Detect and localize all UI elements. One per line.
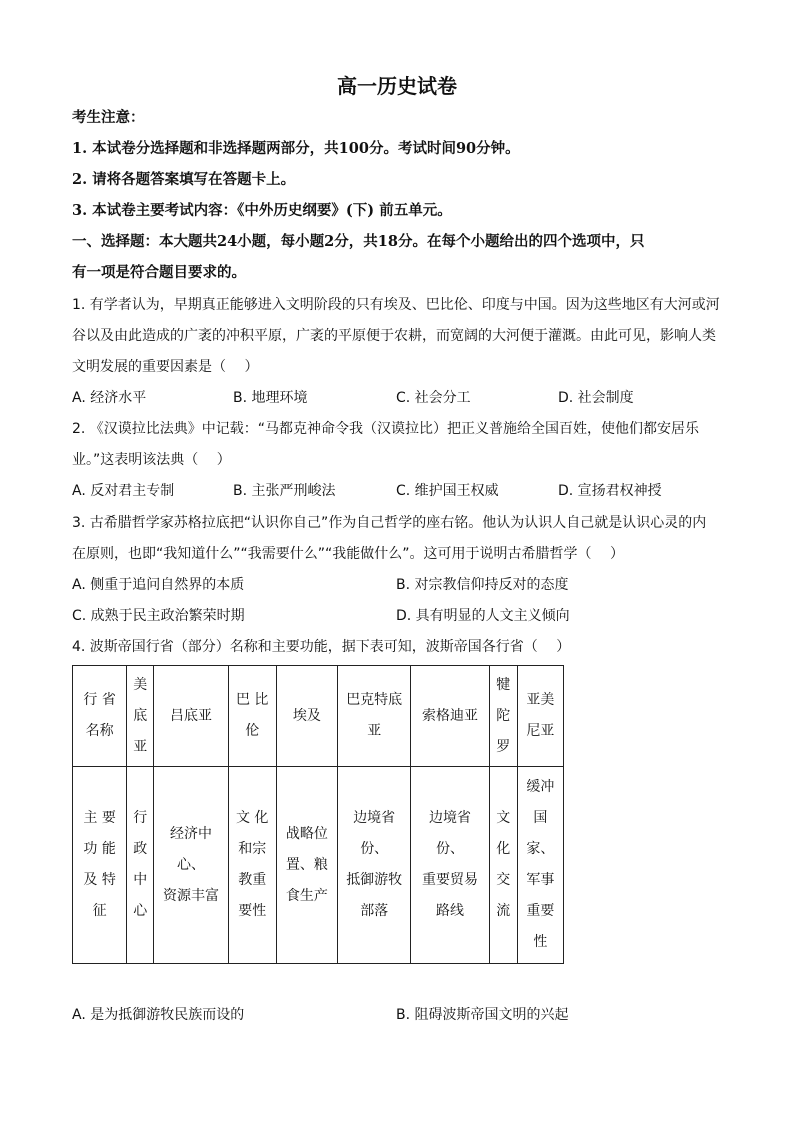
notice-heading: 考生注意： xyxy=(72,109,145,126)
q2-stem-line-2: 业。”这表明该法典（ ） xyxy=(72,452,231,468)
q1-stem-line-1: 1. 有学者认为，早期真正能够进入文明阶段的只有埃及、巴比伦、印度与中国。因为这些地区有大河或河 xyxy=(72,297,720,313)
q1-stem-line-2: 谷以及由此造成的广袤的冲积平原，广袤的平原便于农耕，而宽阔的大河便于灌溉。由此可见，影响人类 xyxy=(72,328,716,344)
note-3: 3. 本试卷主要考试内容：《中外历史纲要》(下) 前五单元。 xyxy=(72,202,452,219)
table-cell: 美 底 亚 xyxy=(127,666,154,767)
q2-option-a[interactable]: A. 反对君主专制 xyxy=(72,483,175,499)
q1-option-a[interactable]: A. 经济水平 xyxy=(72,390,147,406)
table-cell: 巴克特底 亚 xyxy=(338,666,411,767)
province-table xyxy=(72,665,564,964)
table-cell: 边境省份、 抵御游牧 部落 xyxy=(338,767,411,964)
table-header-row xyxy=(73,666,564,767)
table-cell: 文 化 交 流 xyxy=(489,767,517,964)
table-cell: 缓冲 国 家、 军事 重要 性 xyxy=(517,767,563,964)
q4-stem-line-1: 4. 波斯帝国行省（部分）名称和主要功能，据下表可知，波斯帝国各行省（ ） xyxy=(72,639,571,655)
q1-option-d[interactable]: D. 社会制度 xyxy=(558,390,634,406)
q2-stem-line-1: 2. 《汉谟拉比法典》中记载：“马都克神命令我（汉谟拉比）把正义普施给全国百姓，使他们都安居乐 xyxy=(72,421,700,437)
q1-option-c[interactable]: C. 社会分工 xyxy=(396,390,471,406)
q3-option-a[interactable]: A. 侧重于追问自然界的本质 xyxy=(72,577,245,593)
table-cell: 经济中心、 资源丰富 xyxy=(154,767,228,964)
page-title: 高一历史试卷 xyxy=(337,74,457,98)
q3-stem-line-1: 3. 古希腊哲学家苏格拉底把“认识你自己”作为自己哲学的座右铭。他认为认识人自己就是认识心灵的内 xyxy=(72,515,707,531)
q3-stem-line-2: 在原则，也即“我知道什么”“我需要什么”“我能做什么”。这可用于说明古希腊哲学（ ） xyxy=(72,546,624,562)
q3-option-d[interactable]: D. 具有明显的人文主义倾向 xyxy=(396,608,570,624)
table-cell: 行 政 中 心 xyxy=(127,767,154,964)
table-cell: 主 要 功 能 及 特 征 xyxy=(73,767,127,964)
table-cell: 巴 比 伦 xyxy=(228,666,276,767)
section-heading-line-2: 有一项是符合题目要求的。 xyxy=(72,264,246,281)
q2-option-c[interactable]: C. 维护国王权威 xyxy=(396,483,499,499)
q2-option-d[interactable]: D. 宣扬君权神授 xyxy=(558,483,662,499)
table-cell: 战略位 置、粮 食生产 xyxy=(276,767,337,964)
table-cell: 犍 陀 罗 xyxy=(489,666,517,767)
table-cell: 吕底亚 xyxy=(154,666,228,767)
table-cell: 埃及 xyxy=(276,666,337,767)
q1-stem-line-3: 文明发展的重要因素是（ ） xyxy=(72,359,259,375)
table-cell: 行 省 名称 xyxy=(73,666,127,767)
q3-option-c[interactable]: C. 成熟于民主政治繁荣时期 xyxy=(72,608,245,624)
q4-option-b[interactable]: B. 阻碍波斯帝国文明的兴起 xyxy=(396,1007,569,1023)
table-cell: 边境省份、 重要贸易 路线 xyxy=(411,767,489,964)
section-heading-line-1: 一、选择题：本大题共24小题，每小题2分，共18分。在每个小题给出的四个选项中，只 xyxy=(72,233,645,250)
table-cell: 索格迪亚 xyxy=(411,666,489,767)
q2-option-b[interactable]: B. 主张严刑峻法 xyxy=(233,483,336,499)
note-1: 1. 本试卷分选择题和非选择题两部分，共100分。考试时间90分钟。 xyxy=(72,140,520,157)
q4-option-a[interactable]: A. 是为抵御游牧民族而设的 xyxy=(72,1007,245,1023)
table-cell: 亚美 尼亚 xyxy=(517,666,563,767)
q1-option-b[interactable]: B. 地理环境 xyxy=(233,390,308,406)
table-cell: 文 化 和宗 教重 要性 xyxy=(228,767,276,964)
q3-option-b[interactable]: B. 对宗教信仰持反对的态度 xyxy=(396,577,569,593)
table-row xyxy=(73,767,564,964)
note-2: 2. 请将各题答案填写在答题卡上。 xyxy=(72,171,296,188)
